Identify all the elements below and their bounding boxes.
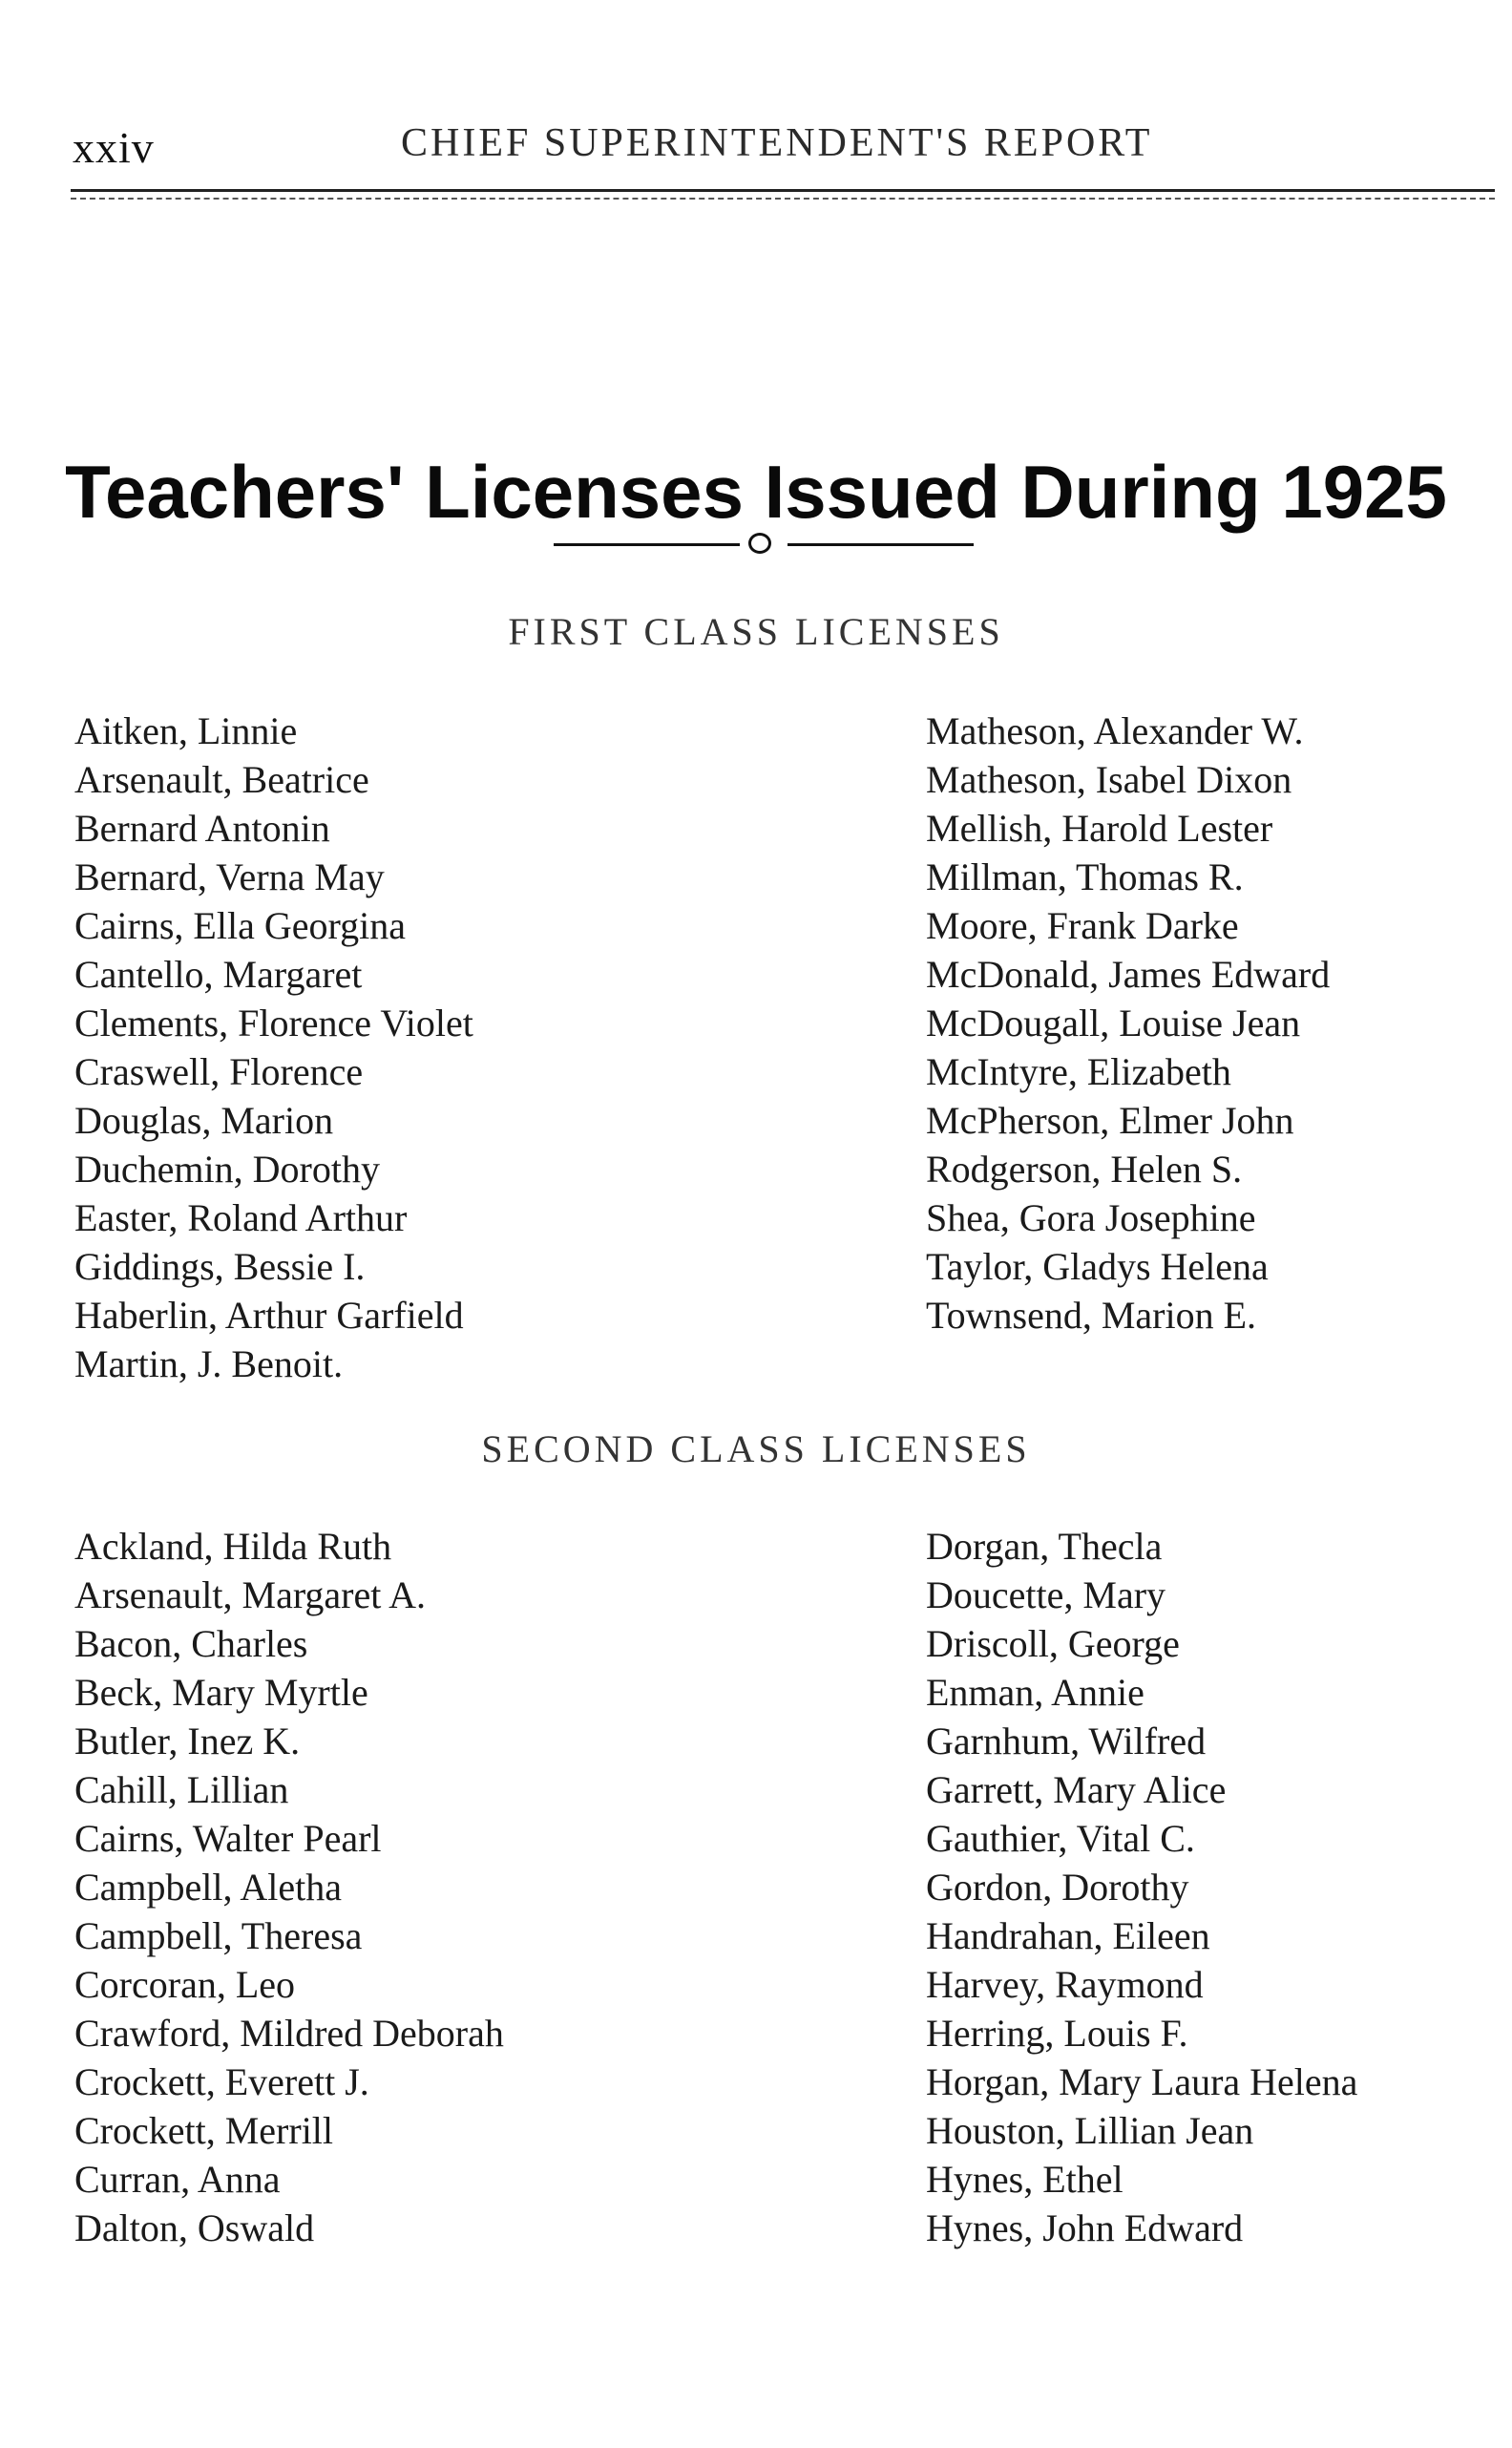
licensee-name: Arsenault, Beatrice [74,758,369,801]
licensee-name: Shea, Gora Josephine [926,1196,1256,1239]
licensee-name: Dalton, Oswald [74,2206,315,2249]
licensee-name: Bacon, Charles [74,1622,308,1665]
licensee-name: Aitken, Linnie [74,709,298,752]
licensee-name: Craswell, Florence [74,1050,364,1093]
licensee-name: Townsend, Marion E. [926,1294,1257,1337]
licensee-name: McIntyre, Elizabeth [926,1050,1231,1093]
first-class-list-left [74,707,473,1388]
page-number: xxiv [73,123,155,172]
licensee-name: Doucette, Mary [926,1573,1166,1616]
first-class-heading: FIRST CLASS LICENSES [508,610,1004,653]
licensee-name: Cahill, Lillian [74,1768,289,1811]
licensee-name: Garrett, Mary Alice [926,1768,1227,1811]
licensee-name: McDougall, Louise Jean [926,1002,1301,1045]
first-class-list-right [926,707,1330,1340]
second-class-list-right [926,1522,1357,2252]
licensee-name: Haberlin, Arthur Garfield [74,1294,464,1337]
second-class-heading: SECOND CLASS LICENSES [481,1427,1031,1470]
licensee-name: Herring, Louis F. [926,2012,1188,2055]
licensee-name: Duchemin, Dorothy [74,1148,380,1191]
licensee-name: Martin, J. Benoit. [74,1342,344,1385]
licensee-name: Matheson, Alexander W. [926,709,1304,752]
licensee-name: Crawford, Mildred Deborah [74,2012,504,2055]
licensee-name: Moore, Frank Darke [926,904,1239,947]
licensee-name: Giddings, Bessie I. [74,1245,366,1288]
ornament-line-left [554,543,740,546]
licensee-name: Campbell, Aletha [74,1866,342,1909]
licensee-name: Corcoran, Leo [74,1963,296,2006]
licensee-name: Douglas, Marion [74,1099,334,1142]
licensee-name: Driscoll, George [926,1622,1180,1665]
licensee-name: Houston, Lillian Jean [926,2109,1254,2152]
licensee-name: Handrahan, Eileen [926,1914,1210,1957]
licensee-name: Crockett, Merrill [74,2109,334,2152]
licensee-name: Easter, Roland Arthur [74,1196,408,1239]
licensee-name: Harvey, Raymond [926,1963,1204,2006]
licensee-name: Hynes, Ethel [926,2158,1124,2201]
licensee-name: Campbell, Theresa [74,1914,363,1957]
licensee-name: Taylor, Gladys Helena [926,1245,1269,1288]
licensee-name: Curran, Anna [74,2158,281,2201]
licensee-name: Enman, Annie [926,1671,1144,1714]
ornament-circle [748,533,771,554]
licensee-name: Cairns, Ella Georgina [74,904,406,947]
licensee-name: McDonald, James Edward [926,953,1331,996]
licensee-name: Bernard, Verna May [74,855,385,898]
licensee-name: Ackland, Hilda Ruth [74,1525,392,1568]
licensee-name: Garnhum, Wilfred [926,1720,1207,1762]
licensee-name: Horgan, Mary Laura Helena [926,2060,1358,2103]
running-head: CHIEF SUPERINTENDENT'S REPORT [401,121,1153,165]
licensee-name: Clements, Florence Violet [74,1002,473,1045]
licensee-name: Gordon, Dorothy [926,1866,1189,1909]
licensee-name: Matheson, Isabel Dixon [926,758,1292,801]
licensee-name: Arsenault, Margaret A. [74,1573,427,1616]
licensee-name: McPherson, Elmer John [926,1099,1294,1142]
licensee-name: Rodgerson, Helen S. [926,1148,1243,1191]
second-class-list-left [74,1522,504,2252]
licensee-name: Cairns, Walter Pearl [74,1817,382,1860]
page-title: Teachers' Licenses Issued During 1925 [65,450,1447,535]
licensee-name: Hynes, John Edward [926,2206,1244,2249]
title-ornament [554,527,974,561]
licensee-name: Beck, Mary Myrtle [74,1671,368,1714]
ornament-line-right [788,543,974,546]
licensee-name: Crockett, Everett J. [74,2060,369,2103]
licensee-name: Gauthier, Vital C. [926,1817,1195,1860]
licensee-name: Dorgan, Thecla [926,1525,1163,1568]
licensee-name: Bernard Antonin [74,807,330,850]
licensee-name: Cantello, Margaret [74,953,363,996]
licensee-name: Butler, Inez K. [74,1720,301,1762]
header-rule [71,189,1495,200]
licensee-name: Millman, Thomas R. [926,855,1244,898]
licensee-name: Mellish, Harold Lester [926,807,1273,850]
